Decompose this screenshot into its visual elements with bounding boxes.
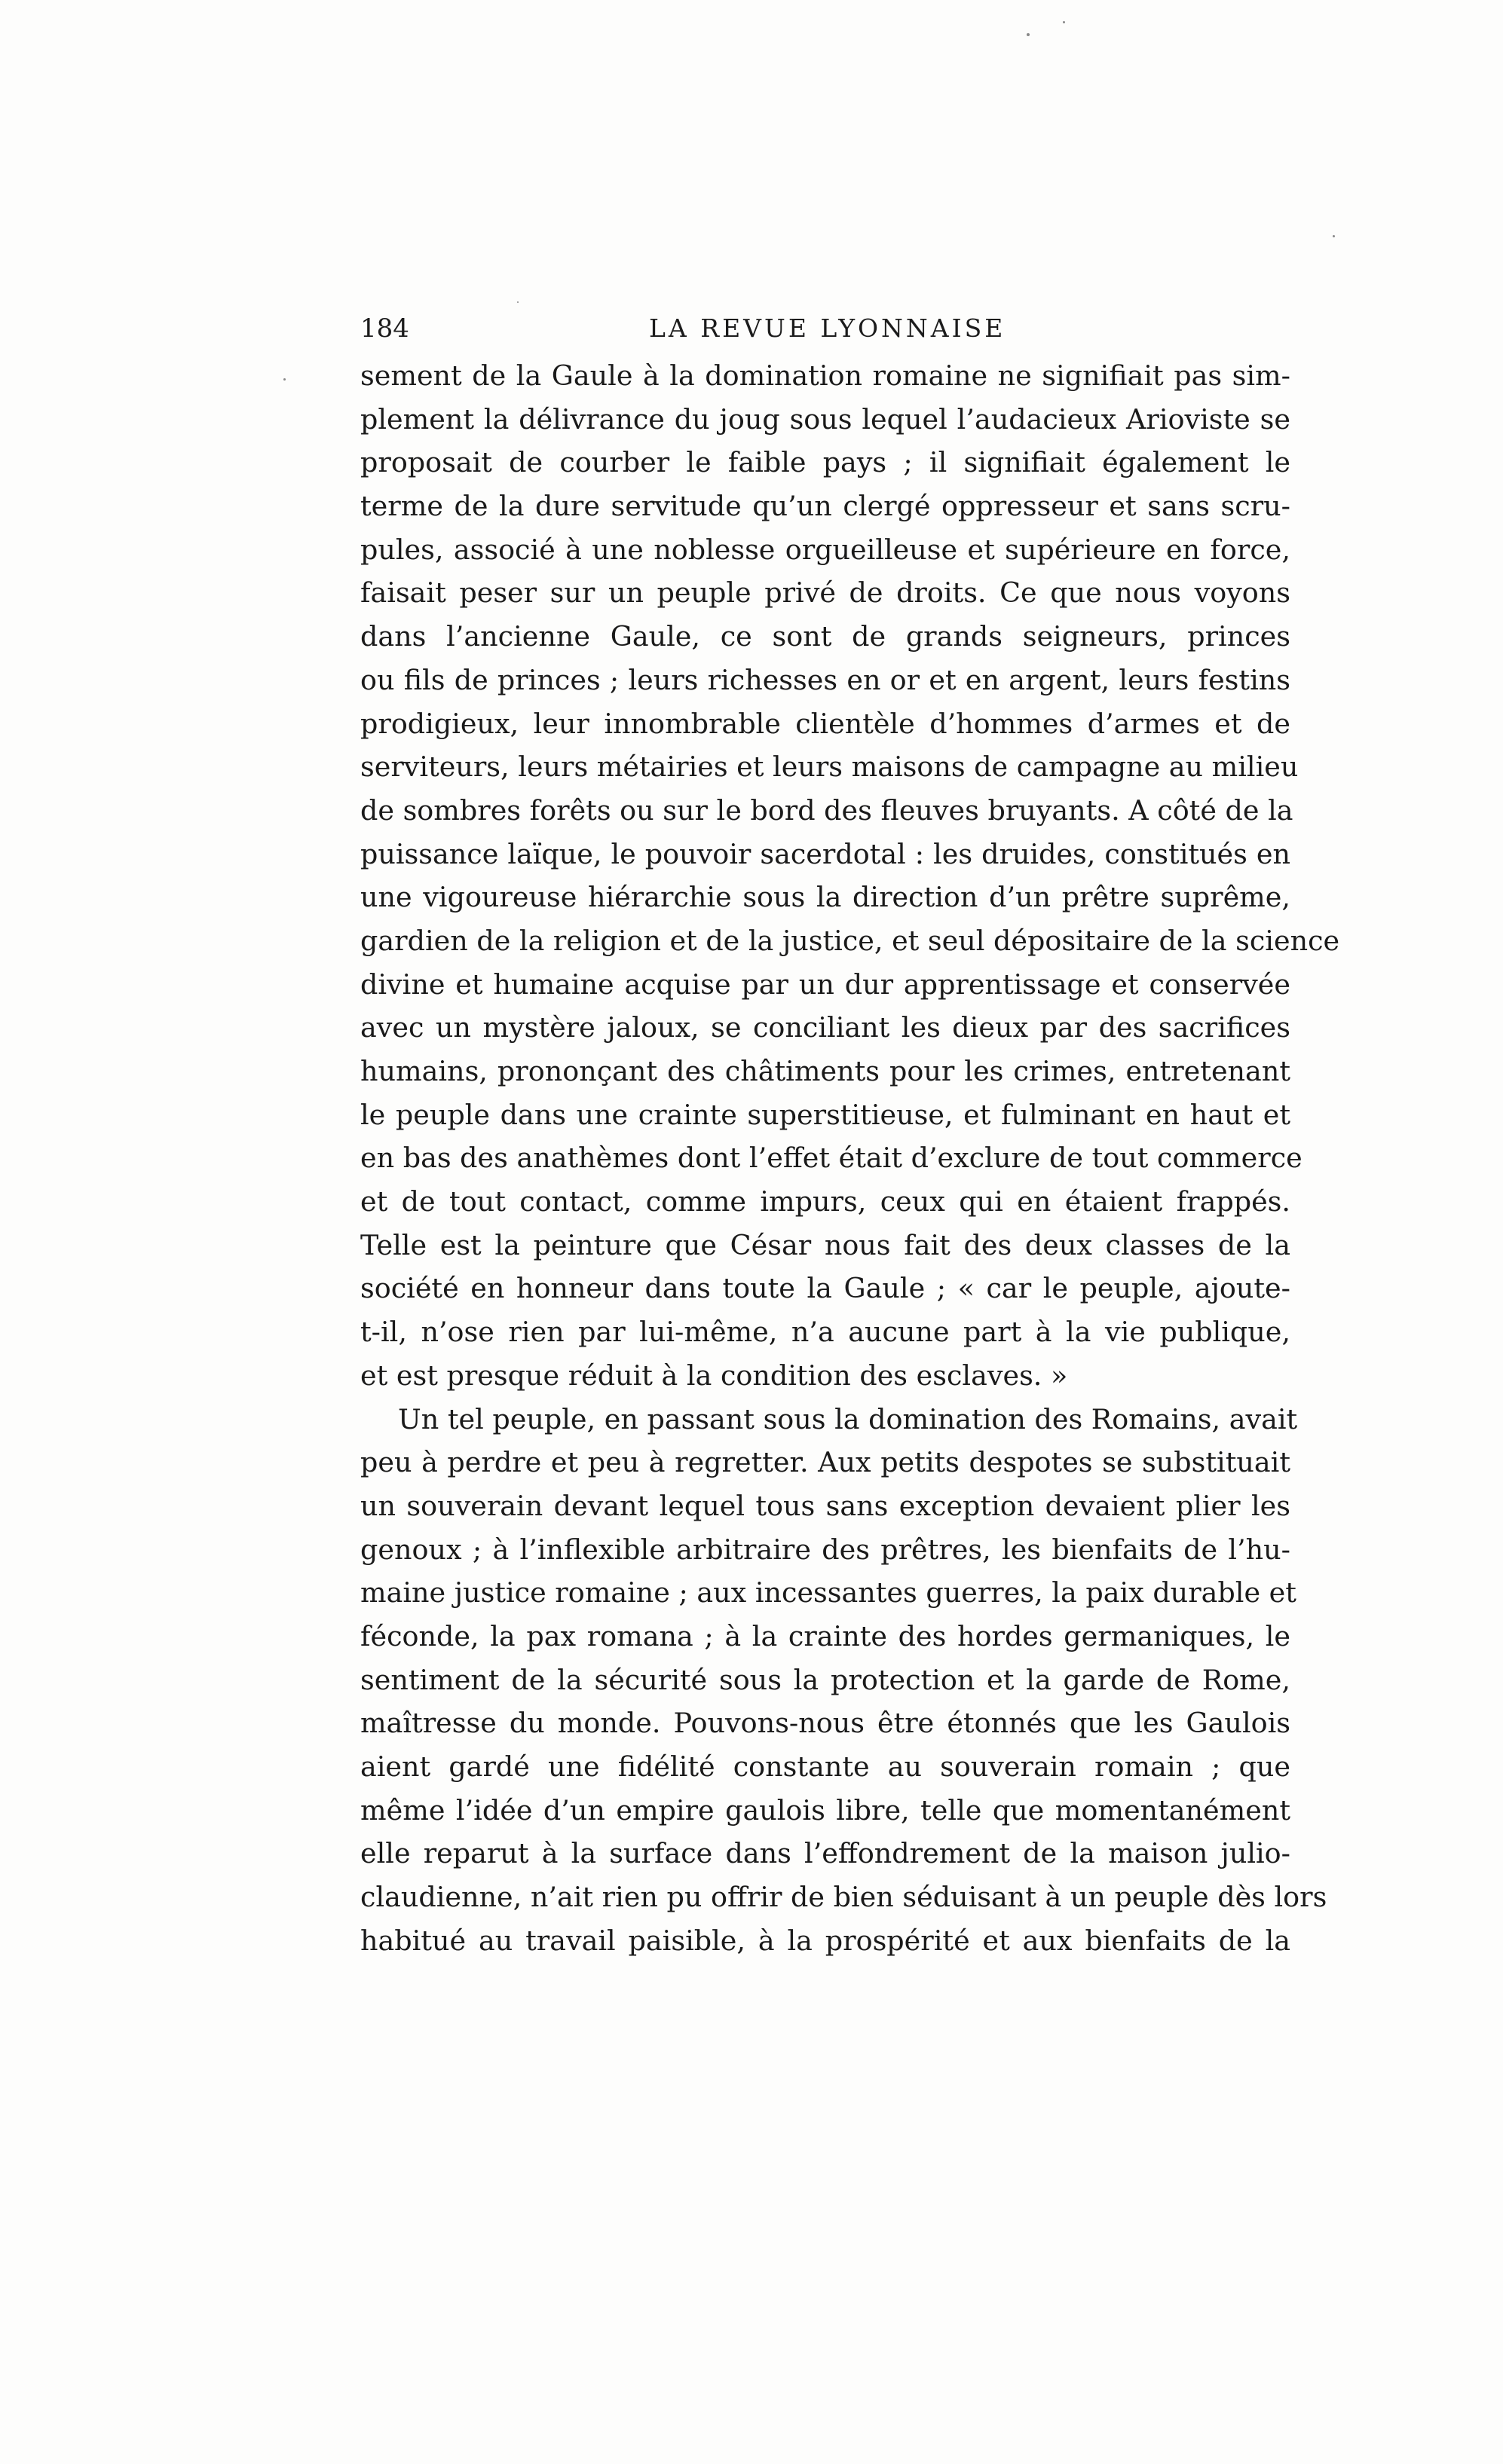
paper-speck <box>1027 33 1030 36</box>
text-line: le peuple dans une crainte superstitieuse, et fulminant en haut et <box>360 1098 1290 1131</box>
paper-speck <box>517 301 519 303</box>
text-line: habitué au travail paisible, à la prospérité et aux bienfaits de la <box>360 1924 1290 1957</box>
text-line: terme de la dure servitude qu’un clergé oppresseur et sans scru- <box>360 490 1290 523</box>
text-line: pules, associé à une noblesse orgueilleuse et supérieure en force, <box>360 533 1290 566</box>
text-line: féconde, la pax romana ; à la crainte des hordes germaniques, le <box>360 1619 1290 1652</box>
text-line: puissance laïque, le pouvoir sacerdotal : les druides, constitués en <box>360 837 1290 870</box>
text-line: claudienne, n’ait rien pu offrir de bien séduisant à un peuple dès lors <box>360 1881 1327 1914</box>
paper-speck <box>283 378 286 381</box>
paper-speck <box>1333 235 1335 237</box>
text-line: sentiment de la sécurité sous la protection et la garde de Rome, <box>360 1663 1290 1696</box>
text-line: de sombres forêts ou sur le bord des fleuves bruyants. A côté de la <box>360 793 1293 827</box>
page-number: 184 <box>360 313 409 344</box>
text-line: et est presque réduit à la condition des esclaves. » <box>360 1359 1068 1392</box>
text-line: et de tout contact, comme impurs, ceux qui en étaient frappés. <box>360 1185 1290 1218</box>
text-line: proposait de courber le faible pays ; il signifiait également le <box>360 446 1290 479</box>
text-line: genoux ; à l’inflexible arbitraire des prêtres, les bienfaits de l’hu- <box>360 1533 1290 1566</box>
text-line: Telle est la peinture que César nous fait des deux classes de la <box>360 1228 1290 1261</box>
text-line: maine justice romaine ; aux incessantes guerres, la paix durable et <box>360 1576 1296 1610</box>
text-line: sement de la Gaule à la domination romaine ne signifiait pas sim- <box>360 359 1290 392</box>
text-line: divine et humaine acquise par un dur apprentissage et conservée <box>360 968 1290 1001</box>
paper-speck <box>1063 21 1065 23</box>
text-line: Un tel peuple, en passant sous la domination des Romains, avait <box>398 1402 1298 1435</box>
text-line: elle reparut à la surface dans l’effondrement de la maison julio- <box>360 1837 1290 1870</box>
text-line: plement la délivrance du joug sous lequel l’audacieux Arioviste se <box>360 402 1290 436</box>
text-line: humains, prononçant des châtiments pour les crimes, entretenant <box>360 1055 1290 1087</box>
text-line: maîtresse du monde. Pouvons-nous être étonnés que les Gaulois <box>360 1707 1290 1740</box>
text-line: gardien de la religion et de la justice, et seul dépositaire de la science <box>360 924 1340 957</box>
text-line: dans l’ancienne Gaule, ce sont de grands seigneurs, princes <box>360 620 1290 653</box>
text-line: même l’idée d’un empire gaulois libre, telle que momentanément <box>360 1793 1290 1827</box>
text-line: aient gardé une fidélité constante au souverain romain ; que <box>360 1750 1290 1783</box>
text-line: avec un mystère jaloux, se conciliant les dieux par des sacrifices <box>360 1011 1290 1044</box>
page-header <box>360 307 1290 353</box>
body-text <box>360 354 1340 1962</box>
text-line: ou fils de princes ; leurs richesses en or et en argent, leurs festins <box>360 663 1290 696</box>
text-line: une vigoureuse hiérarchie sous la direction d’un prêtre suprême, <box>360 881 1290 914</box>
text-line: serviteurs, leurs métairies et leurs maisons de campagne au milieu <box>360 751 1299 784</box>
text-line: prodigieux, leur innombrable clientèle d’hommes d’armes et de <box>360 707 1290 740</box>
text-line: un souverain devant lequel tous sans exception devaient plier les <box>360 1489 1290 1522</box>
running-title: LA REVUE LYONNAISE <box>649 313 1006 343</box>
text-line: en bas des anathèmes dont l’effet était d’exclure de tout commerce <box>360 1142 1302 1175</box>
text-line: faisait peser sur un peuple privé de droits. Ce que nous voyons <box>360 576 1290 610</box>
text-line: peu à perdre et peu à regretter. Aux petits despotes se substituait <box>360 1446 1290 1479</box>
text-line: société en honneur dans toute la Gaule ; « car le peuple, ajoute- <box>360 1272 1290 1305</box>
text-line: t-il, n’ose rien par lui-même, n’a aucune part à la vie publique, <box>360 1316 1290 1349</box>
